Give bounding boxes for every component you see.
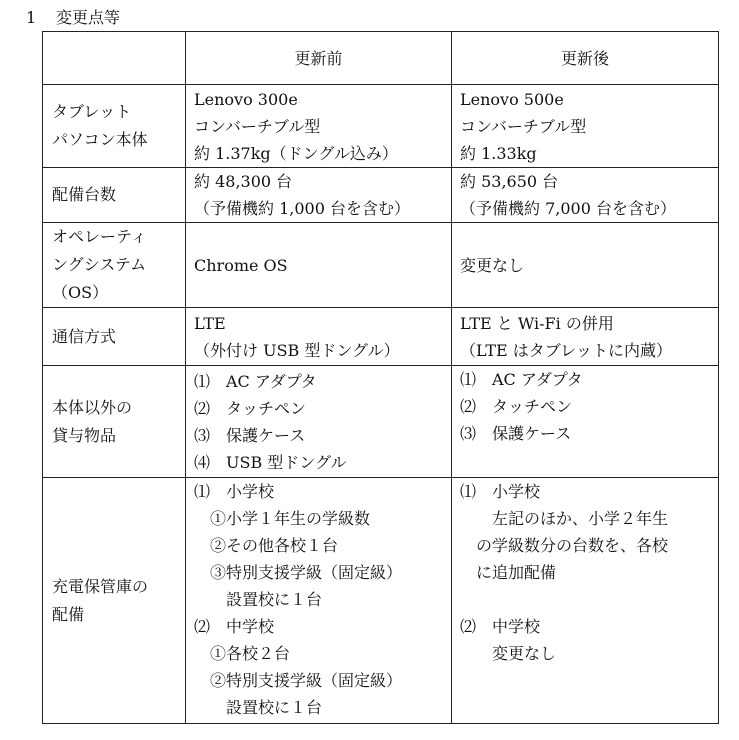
cell-line: ⑵ 中学校	[460, 617, 541, 636]
before-cell	[186, 478, 452, 724]
cell-line: ②その他各校１台	[194, 536, 339, 555]
cell-line: 約 1.37kg（ドングル込み）	[194, 143, 398, 163]
cell-line: の学級数分の台数を、各校	[460, 536, 669, 555]
cell-line: ングシステム	[52, 255, 147, 274]
table-row-charger	[43, 478, 719, 724]
cell-line: 変更なし	[460, 255, 525, 275]
cell-line: ①小学１年生の学級数	[194, 509, 371, 528]
section-number: 1	[26, 8, 37, 27]
cell-line: ⑴ AC アダプタ	[460, 370, 583, 389]
cell-line: Lenovo 300e	[194, 89, 298, 109]
header-blank-cell	[43, 32, 186, 85]
cell-line: Lenovo 500e	[460, 89, 564, 109]
after-cell	[452, 85, 719, 168]
cell-line: 本体以外の	[52, 397, 133, 417]
cell-line	[460, 586, 714, 613]
cell-line: ③特別支援学級（固定級）	[194, 563, 403, 582]
cell-line: 約 53,650 台	[460, 172, 559, 191]
after-cell	[452, 168, 719, 223]
before-cell	[186, 223, 452, 308]
after-cell	[452, 478, 719, 724]
cell-line: コンバーチブル型	[194, 116, 321, 136]
cell-line: 配備台数	[52, 185, 117, 204]
after-cell	[452, 223, 719, 308]
cell-line: （予備機約 1,000 台を含む）	[194, 199, 410, 218]
cell-line: 貸与物品	[52, 425, 117, 445]
section-title: 変更点等	[56, 8, 121, 27]
cell-line: タブレット	[52, 102, 132, 121]
label-cell	[43, 308, 186, 366]
cell-line: ⑴ 小学校	[194, 482, 275, 501]
cell-line: 左記のほか、小学２年生	[460, 509, 669, 528]
cell-line: 通信方式	[52, 326, 117, 346]
cell-line: ②特別支援学級（固定級）	[194, 671, 403, 690]
cell-line: 配備	[52, 604, 85, 624]
cell-line: （OS）	[52, 283, 109, 302]
cell-line: ⑷ USB 型ドングル	[194, 452, 347, 472]
header-after-cell: 更新後	[452, 32, 719, 85]
before-cell	[186, 168, 452, 223]
cell-line: LTE と Wi-Fi の併用	[460, 313, 614, 333]
table-row-network	[43, 308, 719, 366]
cell-line: パソコン本体	[52, 130, 148, 149]
cell-line: ⑵ タッチペン	[460, 397, 573, 416]
cell-line: コンバーチブル型	[460, 116, 587, 136]
cell-line: LTE	[194, 313, 226, 333]
cell-line: 設置校に１台	[194, 590, 323, 609]
label-cell	[43, 85, 186, 168]
cell-line: （LTE はタブレットに内蔵）	[460, 340, 672, 360]
label-cell	[43, 168, 186, 223]
before-cell	[186, 308, 452, 366]
label-cell	[43, 478, 186, 724]
label-cell	[43, 223, 186, 308]
after-cell	[452, 308, 719, 366]
cell-line: ⑴ AC アダプタ	[194, 371, 317, 391]
cell-line: 充電保管庫の	[52, 576, 149, 596]
cell-line: ①各校２台	[194, 644, 291, 663]
header-row	[43, 32, 719, 85]
cell-line: ⑶ 保護ケース	[460, 424, 572, 443]
cell-line: に追加配備	[460, 563, 557, 582]
before-cell	[186, 366, 452, 478]
cell-line: 設置校に１台	[194, 698, 323, 717]
cell-line: ⑵ タッチペン	[194, 398, 307, 418]
section-heading	[26, 6, 120, 30]
cell-line: 変更なし	[460, 644, 557, 663]
cell-line: ⑵ 中学校	[194, 617, 275, 636]
before-cell	[186, 85, 452, 168]
cell-line: Chrome OS	[194, 255, 288, 275]
label-cell	[43, 366, 186, 478]
table-row-count	[43, 168, 719, 223]
header-before-cell: 更新前	[186, 32, 452, 85]
table-row-items	[43, 366, 719, 478]
cell-line: ⑶ 保護ケース	[194, 425, 306, 445]
cell-line: （予備機約 7,000 台を含む）	[460, 199, 676, 218]
cell-line: 約 48,300 台	[194, 172, 293, 191]
table-row-tablet	[43, 85, 719, 168]
cell-line: 約 1.33kg	[460, 143, 537, 163]
cell-line: （外付け USB 型ドングル）	[194, 340, 400, 360]
table-row-os	[43, 223, 719, 308]
cell-line: ⑴ 小学校	[460, 482, 541, 501]
after-cell	[452, 366, 719, 478]
changes-table	[42, 31, 719, 724]
cell-line: オペレーティ	[52, 227, 147, 246]
